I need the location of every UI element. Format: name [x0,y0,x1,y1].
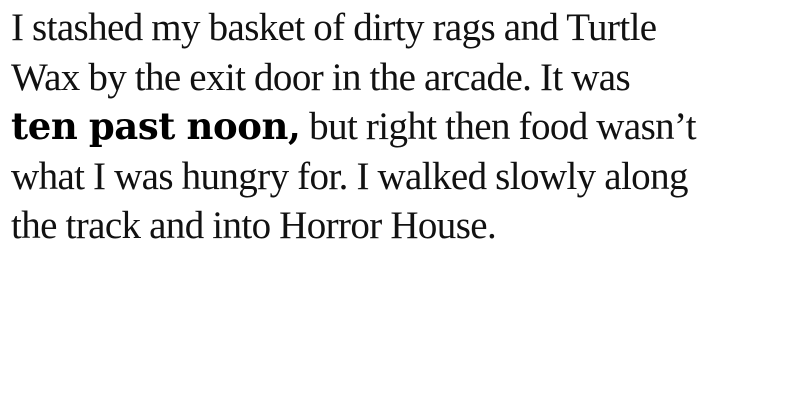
passage-line-5: the track and into Horror House. [11,204,497,247]
emphasized-phrase: ten past noon, [11,104,301,148]
passage-line-2: Wax by the exit door in the arcade. It was [11,55,631,99]
story-passage [11,3,797,251]
passage-line-3 [11,102,797,152]
passage-line-4: what I was hungry for. I walked slowly along [11,154,688,198]
passage-line-3-rest: but right then food wasn’t [300,105,696,148]
passage-line-1: I stashed my basket of dirty rags and Turtle [11,6,657,49]
